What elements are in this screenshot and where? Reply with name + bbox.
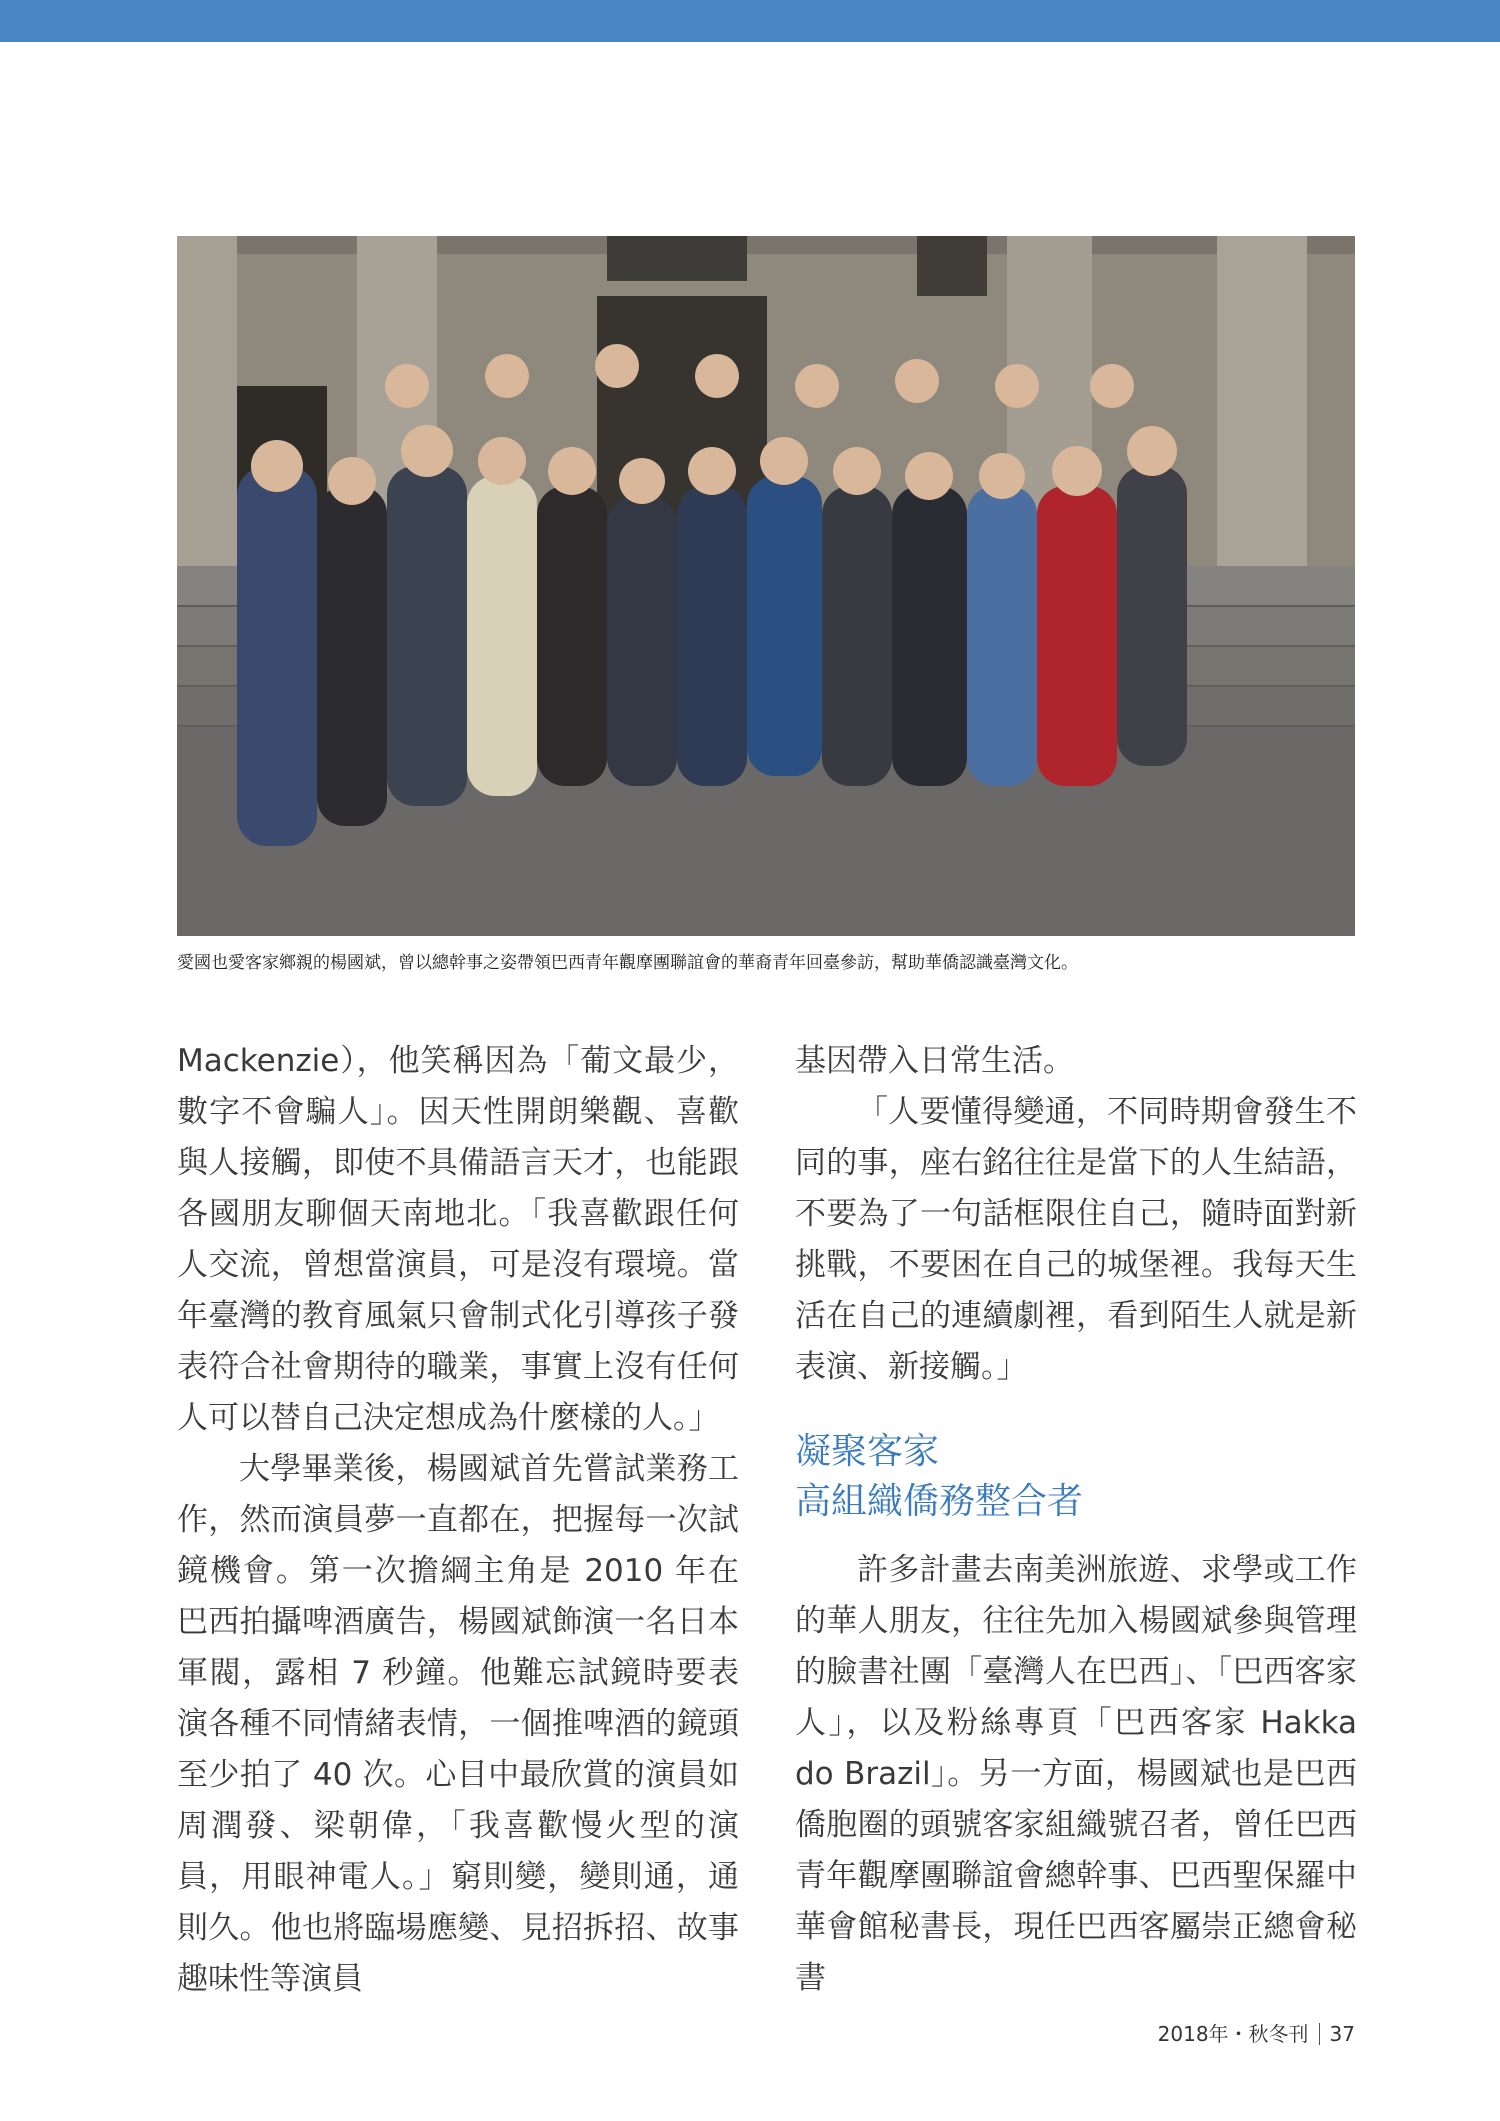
page-number: 37 xyxy=(1329,2022,1355,2046)
section-heading-line-2: 高組織僑務整合者 xyxy=(795,1481,1084,1522)
paragraph: 基因帶入日常生活。 xyxy=(795,1043,1074,1079)
group-photo-illustration xyxy=(177,236,1355,936)
paragraph: 大學畢業後，楊國斌首先嘗試業務工作，然而演員夢一直都在，把握每一次試鏡機會。第一次擔綱主角是 2010 年在巴西拍攝啤酒廣告，楊國斌飾演一名日本軍閥，露相 7 秒鐘。他難忘試鏡時要表演各種不同情緒表情，一個推啤酒的鏡頭至少拍了 40 次。心目中最欣賞的演員如周潤發、梁朝偉，「我喜歡慢火型的演員，用眼神電人。」窮則變，變則通，通則久。他也將臨場應變、見招拆招、故事趣味性等演員 xyxy=(177,1451,739,1997)
footer-divider xyxy=(1319,2023,1320,2045)
issue-label: 2018年・秋冬刊 xyxy=(1157,2022,1309,2046)
section-heading xyxy=(795,1427,1357,1527)
top-color-band xyxy=(0,0,1500,42)
group-photo xyxy=(177,236,1355,936)
paragraph: Mackenzie），他笑稱因為「葡文最少，數字不會騙人」。因天性開朗樂觀、喜歡與人接觸，即使不具備語言天才，也能跟各國朋友聊個天南地北。「我喜歡跟任何人交流，曾想當演員，可是沒有環境。當年臺灣的教育風氣只會制式化引導孩子發表符合社會期待的職業，事實上沒有任何人可以替自己決定想成為什麼樣的人。」 xyxy=(177,1043,739,1436)
paragraph: 「人要懂得變通，不同時期會發生不同的事，座右銘往往是當下的人生結語，不要為了一句話框限住自己，隨時面對新挑戰，不要困在自己的城堡裡。我每天生活在自己的連續劇裡，看到陌生人就是新表演、新接觸。」 xyxy=(795,1094,1357,1385)
article-right-column xyxy=(795,1036,1357,2004)
paragraph: 許多計畫去南美洲旅遊、求學或工作的華人朋友，往往先加入楊國斌參與管理的臉書社團「臺灣人在巴西」、「巴西客家人」，以及粉絲專頁「巴西客家 Hakka do Brazil」。另一方面，楊國斌也是巴西僑胞圈的頭號客家組織號召者，曾任巴西青年觀摩團聯誼會總幹事、巴西聖保羅中華會館秘書長，現任巴西客屬崇正總會秘書 xyxy=(795,1552,1357,1996)
section-heading-line-1: 凝聚客家 xyxy=(795,1431,940,1472)
page-footer xyxy=(1158,2018,1355,2047)
photo-caption: 愛國也愛客家鄉親的楊國斌，曾以總幹事之姿帶領巴西青年觀摩團聯誼會的華裔青年回臺參訪，幫助華僑認識臺灣文化。 xyxy=(177,953,1078,973)
article-left-column xyxy=(177,1036,739,2005)
